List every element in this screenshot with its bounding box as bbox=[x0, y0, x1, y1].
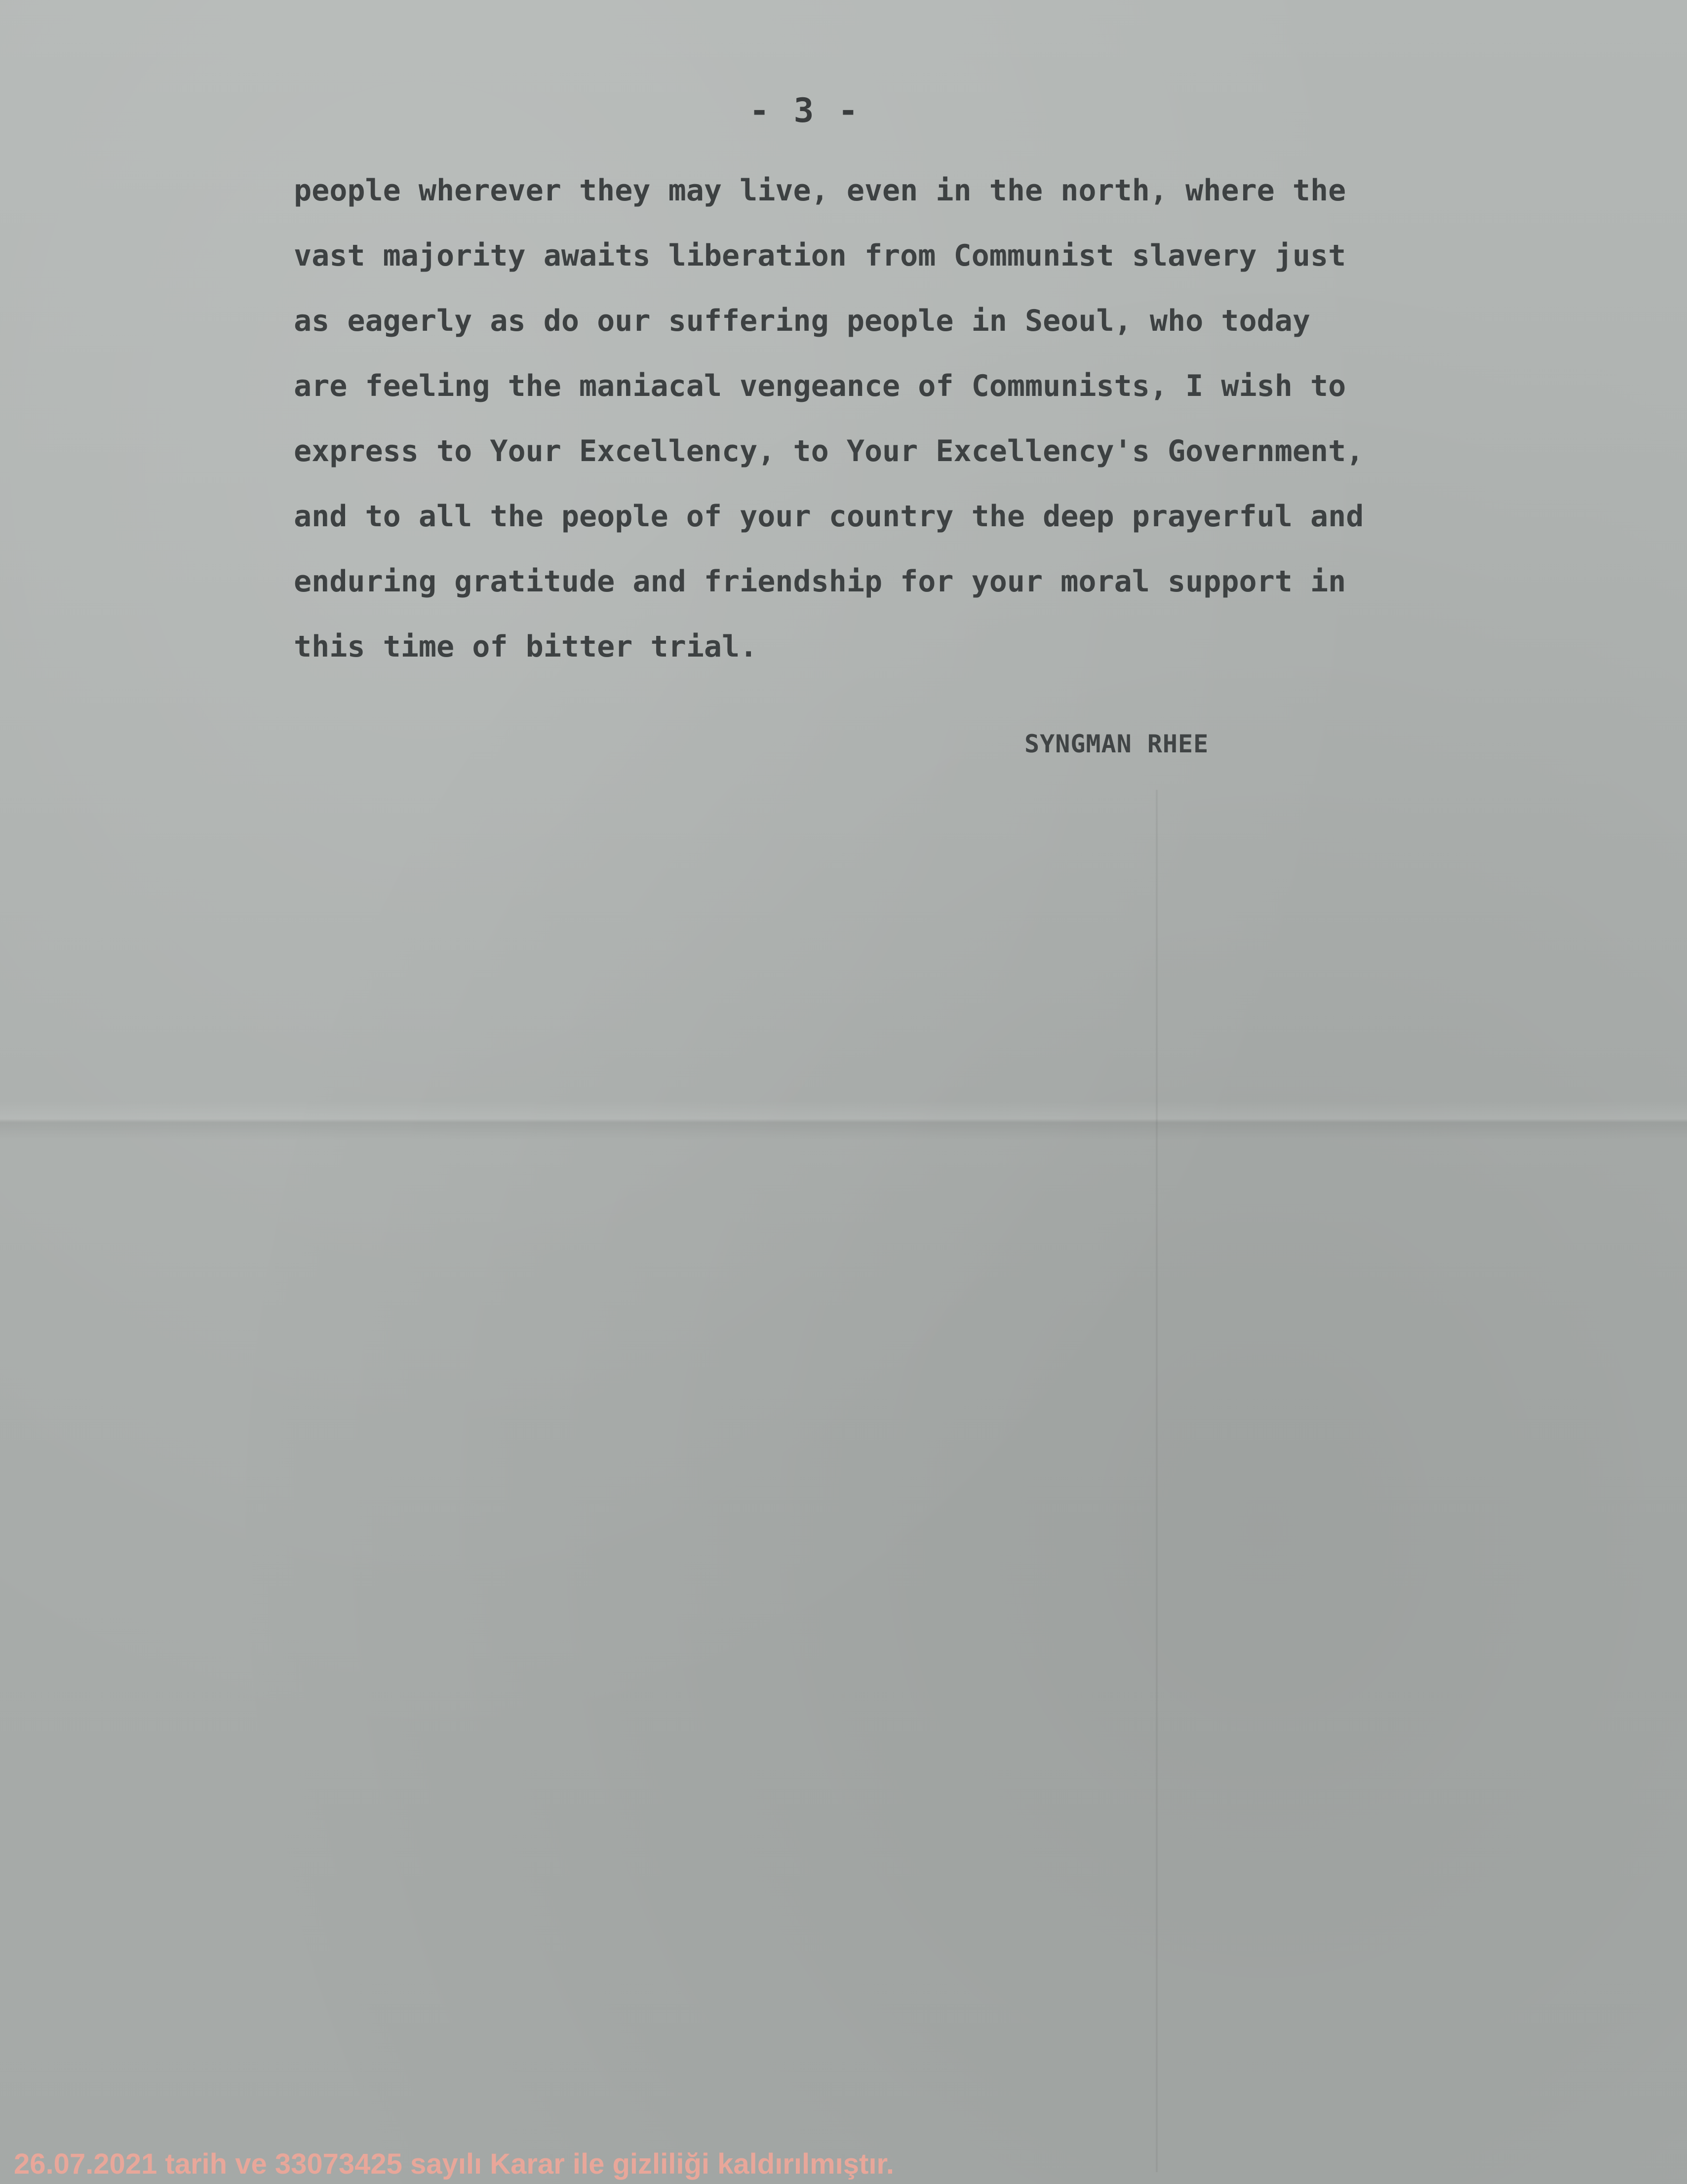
body-line: as eagerly as do our suffering people in Seoul, who today bbox=[294, 304, 1311, 338]
paper-fold bbox=[0, 1101, 1687, 1140]
body-line: people wherever they may live, even in the north, where the bbox=[294, 173, 1346, 208]
body-line: vast majority awaits liberation from Communist slavery just bbox=[294, 238, 1346, 273]
body-line: are feeling the maniacal vengeance of Communists, I wish to bbox=[294, 369, 1346, 403]
body-line: this time of bitter trial. bbox=[294, 629, 758, 664]
declassification-note: 26.07.2021 tarih ve 33073425 sayılı Karar ile gizliliği kaldırılmıştır. bbox=[14, 2148, 894, 2180]
page-number: - 3 - bbox=[749, 91, 861, 130]
paper-crease bbox=[1155, 790, 1158, 2172]
body-line: enduring gratitude and friendship for your moral support in bbox=[294, 564, 1346, 599]
signature: SYNGMAN RHEE bbox=[1024, 730, 1209, 758]
letter-body bbox=[294, 158, 1528, 679]
body-line: express to Your Excellency, to Your Excellency's Government, bbox=[294, 434, 1364, 468]
body-line: and to all the people of your country the deep prayerful and bbox=[294, 499, 1364, 534]
